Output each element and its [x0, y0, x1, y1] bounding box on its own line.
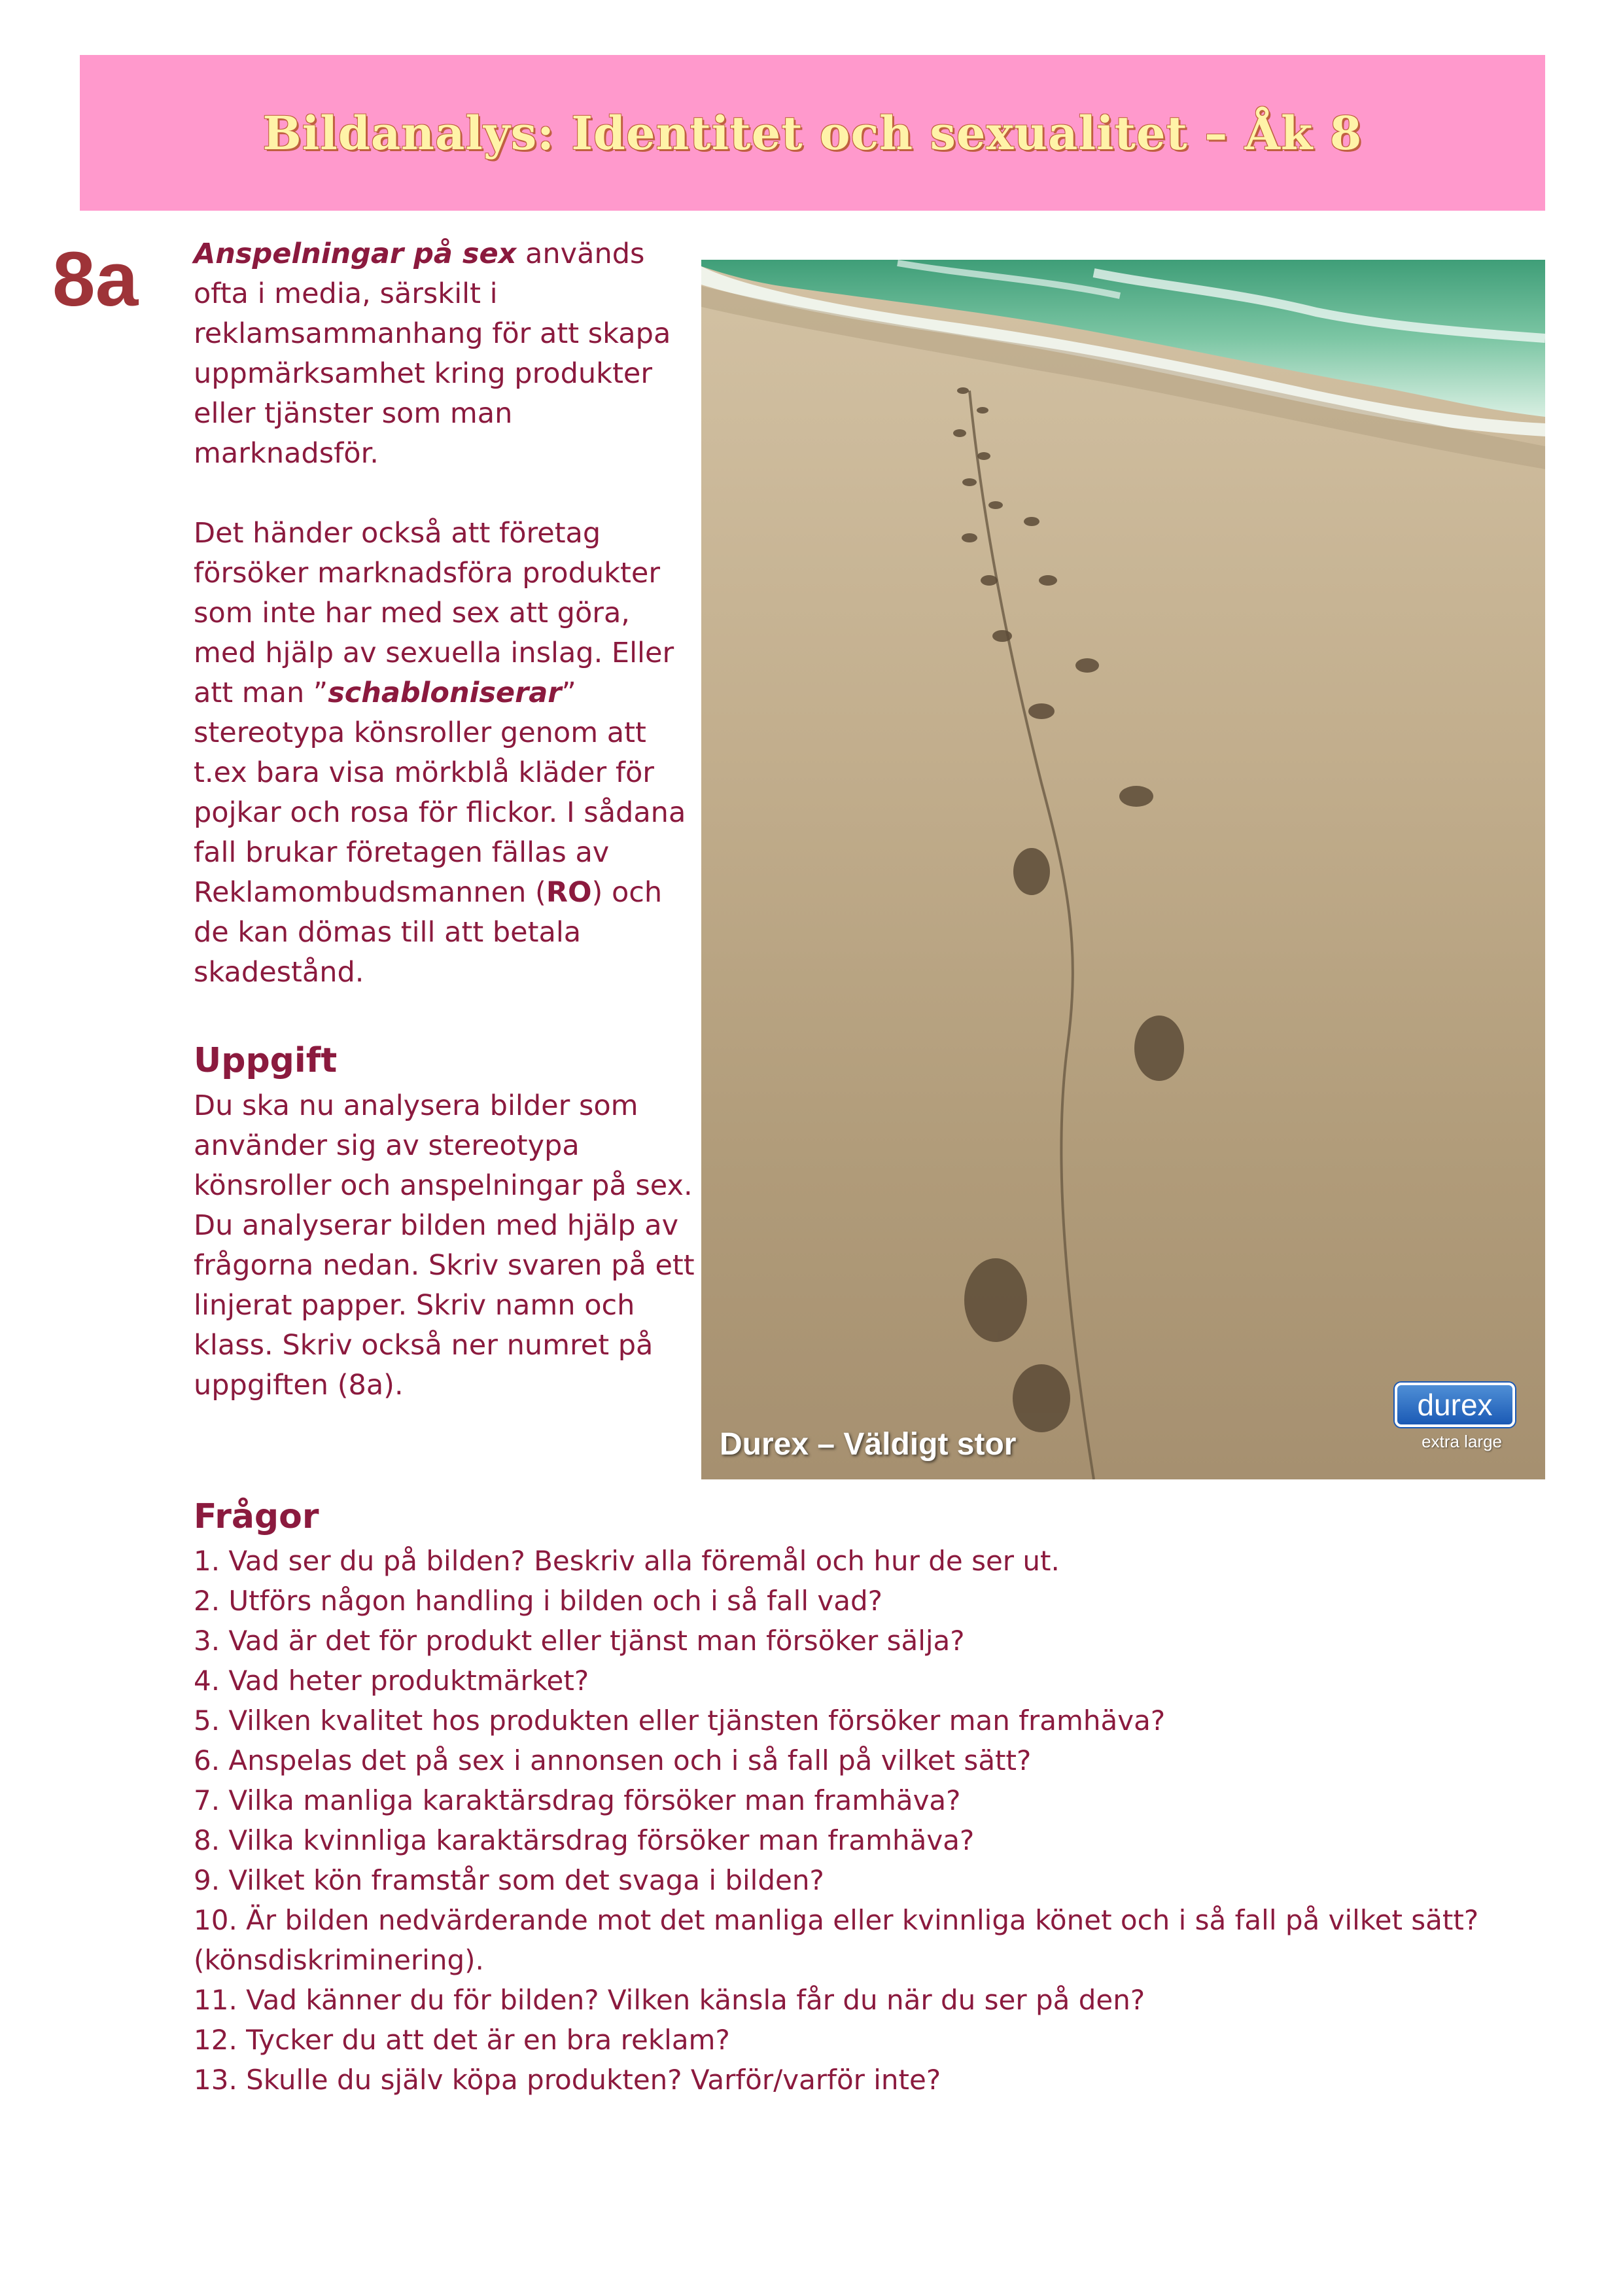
intro-text: [194, 234, 697, 993]
question-item: 4. Vad heter produktmärket?: [194, 1665, 589, 1697]
question-item: 13. Skulle du själv köpa produkten? Varför/varför inte?: [194, 2064, 941, 2096]
question-item: 7. Vilka manliga karaktärsdrag försöker man framhäva?: [194, 1784, 961, 1816]
title-banner: [80, 55, 1545, 211]
durex-ad-image: [701, 260, 1545, 1479]
durex-logo: durex: [1395, 1383, 1515, 1427]
question-item: 6. Anspelas det på sex i annonsen och i så fall på vilket sätt?: [194, 1744, 1032, 1776]
page-title: Bildanalys: Identitet och sexualitet – Åk 8: [262, 105, 1363, 160]
intro-paragraph-1: [194, 234, 697, 474]
intro-emphasis-sex: Anspelningar på sex: [194, 238, 517, 270]
task-number-label: 8a: [52, 236, 139, 323]
intro-p2-text-c: ) och de kan dömas till att betala skadestånd.: [194, 876, 663, 989]
durex-logo-subtitle: extra large: [1422, 1432, 1502, 1451]
questions-list: [194, 1541, 1528, 2100]
question-item: 5. Vilken kvalitet hos produkten eller tjänsten försöker man framhäva?: [194, 1704, 1166, 1737]
intro-emphasis-schablon: schabloniserar: [328, 677, 562, 709]
question-item: 10. Är bilden nedvärderande mot det manliga eller kvinnliga könet och i så fall på vilket sätt? (könsdiskriminering).: [194, 1904, 1479, 1976]
intro-p1-text: används ofta i media, särskilt i reklamsammanhang för att skapa uppmärksamhet kring produkter eller tjänster som man marknadsför.: [194, 238, 671, 470]
footprints-in-sand: [701, 260, 1545, 1479]
question-item: 3. Vad är det för produkt eller tjänst man försöker sälja?: [194, 1625, 965, 1657]
intro-ro-abbrev: RO: [546, 876, 592, 909]
intro-p2-text-b: ” stereotypa könsroller genom att t.ex bara visa mörkblå kläder för pojkar och rosa för flickor. I sådana fall brukar företagen fällas av Reklamombudsmannen (: [194, 677, 686, 909]
intro-p2-text-a: Det händer också att företag försöker marknadsföra produkter som inte har med sex att göra, med hjälp av sexuella inslag. Eller att man ”: [194, 517, 674, 709]
intro-paragraph-2: [194, 514, 697, 993]
question-item: 2. Utförs någon handling i bilden och i så fall vad?: [194, 1585, 882, 1617]
question-item: 8. Vilka kvinnliga karaktärsdrag försöker man framhäva?: [194, 1824, 975, 1856]
task-heading: Uppgift: [194, 1041, 338, 1080]
question-item: 1. Vad ser du på bilden? Beskriv alla föremål och hur de ser ut.: [194, 1545, 1060, 1577]
question-item: 9. Vilket kön framstår som det svaga i bilden?: [194, 1864, 824, 1896]
question-item: 12. Tycker du att det är en bra reklam?: [194, 2024, 730, 2056]
ad-caption: Durex – Väldigt stor: [720, 1427, 1017, 1462]
questions-heading: Frågor: [194, 1497, 319, 1536]
task-body: Du ska nu analysera bilder som använder sig av stereotypa könsroller och anspelningar på sex. Du analyserar bilden med hjälp av frågorna nedan. Skriv svaren på ett linjerat papper. Skriv namn och klass. Skriv också ner numret på uppgiften (8a).: [194, 1089, 695, 1402]
question-item: 11. Vad känner du för bilden? Vilken känsla får du när du ser på den?: [194, 1984, 1145, 2016]
